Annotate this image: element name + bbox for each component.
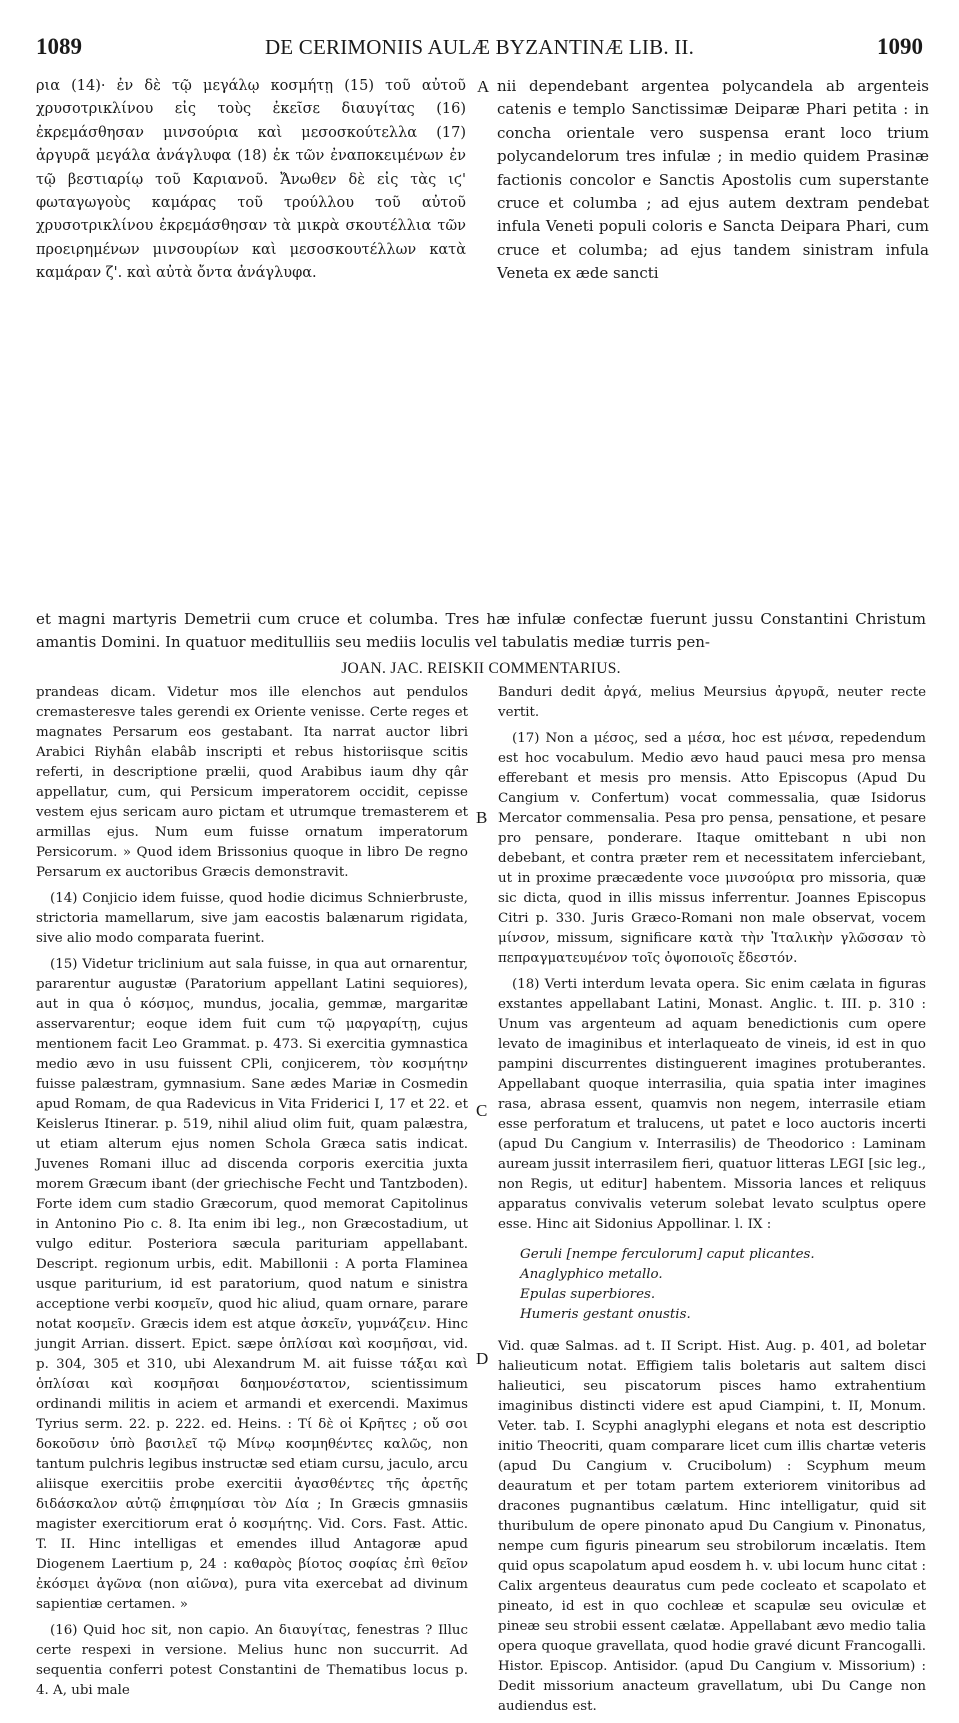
commentary-left-column: [36, 683, 468, 1707]
commentary-paragraph: prandeas dicam. Videtur mos ille elenchos aut pendulos cremasteresve tales gerendi ex Oriente venisse. Certe reges et magnates Persarum eos gestabant. Ita narrat auctor libri Arabici Riyhân elabâb inscripti et rebus historiisque scitis referti, in descriptione prælii, quod Arabibus iaum dhy qâr appellatur, cum, qui Persicum imperatorem occidit, cepisse vestem ejus sericam auro pictam et utrumque tremasterem et armillas ejus. Num eum fuisse ornatum imperatorum Persicorum. » Quod idem Brissonius quoque in libro De regno Persarum ex auctoribus Græcis demonstravit.: [36, 685, 468, 880]
verse-line: Humeris gestant onustis.: [520, 1307, 691, 1322]
page-header: [36, 34, 923, 62]
latin-translation-column: [497, 75, 929, 286]
page-number-left: 1089: [36, 34, 82, 59]
commentary-title: JOAN. JAC. REISKII COMMENTARIUS.: [341, 660, 621, 677]
commentary-paragraph: (17) Non a μέσος, sed a μέσα, hoc est μένσα, repedendum est hoc vocabulum. Medio ævo haud pauci mesa pro mensa efferebant et mesis pro mensis. Atto Episcopus (Apud Du Cangium v. Confertum) vocat commessalia, quæ Isidorus Mercator commensalia. Pesa pro pensa, pensatione, et pesare pro pensare, ponderare. Itaque omittebant n ubi non debebant, et contra præter rem et necessitatem inferciebant, ut in proxime præcædente voce μινσούρια pro missoria, quæ sic dicta, quod in illis missus inferrentur. Joannes Episcopus Citri p. 330. Juris Græco-Romani non male observat, vocem μίνσον, missum, significare κατὰ τὴν Ἰταλικὴν γλῶσσαν τὸ πεπραγματευμένον τοῖς ὀψοποιοῖς ἔδεστόν.: [498, 731, 926, 966]
margin-marker-a: A: [477, 77, 490, 96]
commentary-columns: [36, 683, 926, 1714]
running-title: DE CERIMONIIS AULÆ BYZANTINÆ LIB. II.: [264, 35, 695, 59]
margin-marker-d: D: [476, 1349, 489, 1368]
greek-text-column: [36, 75, 466, 286]
commentary-paragraph: Banduri dedit ἀργά, melius Meursius ἀργυρᾶ, neuter recte vertit.: [498, 685, 926, 720]
commentary-paragraph: (18) Verti interdum levata opera. Sic enim cælata in figuras exstantes appellabant Latini, Monast. Anglic. t. III. p. 310 : Unum vas argenteum ad aquam benedictionis cum opere levato de imaginibus et interlaqueato de vineis, id est in quo pampini discurrentes distinguerent imagines protuberantes. Appellabant quoque interrasilia, quia spatia inter imagines rasa, abrasa essent, quamvis non negem, interrasile etiam esse perforatum et tralucens, ut patet e loco auctoris incerti (apud Du Cangium v. Interrasilis) de Theodorico : Laminam auream jussit interrasilem fieri, quatuor litteras LEGI [sic leg., non Regis, ut editur] habentem. Missoria lances et reliquus apparatus convivalis veterum solebat levato sculptus opere esse. Hinc ait Sidonius Appollinar. l. IX :: [498, 977, 926, 1232]
margin-marker-c: C: [476, 1101, 488, 1120]
commentary-paragraph: (16) Quid hoc sit, non capio. An διαυγίτας, fenestras ? Illuc certe respexi in versione. Melius hunc non succurrit. Ad sequentia conferri potest Constantini de Thematibus locus p. 4. A, ubi male: [36, 1623, 468, 1698]
verse-line: Anaglyphico metallo.: [520, 1267, 663, 1282]
commentary-paragraph: (15) Videtur triclinium aut sala fuisse, in qua aut ornarentur, pararentur augustæ (Paratorium appellant Latini sequiores), aut in qua ὁ κόσμος, mundus, jocalia, gemmæ, margaritæ asservarentur; eoque idem fuit cum τῷ μαργαρίτῃ, cujus mentionem facit Leo Grammat. p. 473. Si exercitia gymnastica medio ævo in usu fuissent CPli, conjicerem, τὸν κοσμήτην fuisse palæstram, gymnasium. Sane ædes Mariæ in Cosmedin apud Romam, de qua Radevicus in Vita Friderici I, 17 et 22. et Keislerus Itinerar. p. 519, nihil aliud olim fuit, quam palæstra, ut etiam alterum ejus nomen Schola Græca satis indicat. Juvenes Romani illuc ad discenda corporis exercitia juxta morem Græcum ibant (der griechische Fecht und Tantzboden). Forte idem cum stadio Græcorum, quod memorat Capitolinus in Antonino Pio c. 8. Ita enim ibi leg., non Græcostadium, ut vulgo editur. Posteriora sæcula parituriam appellabant. Descript. regionum urbis, edit. Mabillonii : A porta Flaminea usque pariturium, id est paratorium, quod natum e sinistra acceptione verbi κοσμεῖν, quod hic aliud, quam ornare, parare notat κοσμεῖν. Græcis idem est atque ἀσκεῖν, γυμνάζειν. Hinc jungit Arrian. dissert. Epict. sæpe ὁπλίσαι καὶ κοσμῆσαι, vid. p. 304, 305 et 310, ubi Alexandrum M. ait fuisse τάξαι καὶ ὁπλίσαι καὶ κοσμῆσαι δαημονέστατον, scientissimum ordinandi militis in aciem et armandi et exercendi. Maximus Tyrius serm. 22. p. 222. ed. Heins. : Τί δὲ οἱ Κρῆτες ; οὔ σοι δοκοῦσιν ὑπὸ βασιλεῖ τῷ Μίνῳ κοσμηθέντες καλῶς, non tantum pulchris legibus instructæ sed etiam cursu, jaculo, arcu aliisque exercitiis probe exercitii ἀγασθέντες τῆς ἀρετῆς διδάσκαλον αὐτῷ ἐπιφημίσαι τὸν Δία ; In Græcis gmnasiis magister exercitiorum erat ὁ κοσμήτης. Vid. Cors. Fast. Attic. T. II. Hinc intelligas et emendes illud Antagoræ apud Diogenem Laertium p, 24 : καθαρὸς βίοτος σοφίας ἐπὶ θεῖον ἐκόσμει ἀγῶνα (non αἰῶνα), pura vita exercebat ad divinum sapientiæ certamen. »: [36, 957, 468, 1612]
commentary-right-column: [498, 683, 926, 1723]
text-columns: [36, 75, 929, 350]
page-number-right: 1090: [877, 34, 923, 59]
verse-quotation: [520, 1245, 926, 1325]
commentary-paragraph: Vid. quæ Salmas. ad t. II Script. Hist. Aug. p. 401, ad boletar halieuticum notat. Effigiem talis boletaris aut saltem disci halieutici, seu piscatorum pisces hamo extrahentium imaginibus distincti videre est apud Ciampini, t. II, Monum. Veter. tab. I. Scyphi anaglyphi elegans et nota est descriptio initio Theocriti, quam comparare licet cum illis chartæ veteris (apud Du Cangium v. Crucibolum) : Scyphum meum deauratum et per totam partem exteriorem vinitoribus ad dracones pugnantibus cælatum. Hinc intelligatur, quid sit thuribulum de opere pinonato apud Du Cangium v. Pinonatus, nempe cum figuris pinearum seu strobilorum incælatis. Item quid opus scapolatum apud eosdem h. v. ubi locum hunc citat : Calix argenteus deauratus cum pede cocleato et scapolato et pineato, id est in quo cochleæ et scapulæ seu oviculæ et pineæ seu strobii essent cælatæ. Appellabant ævo medio talia opera quoque gravellata, quod hodie gravé dicunt Francogalli. Histor. Episcop. Antisidor. (apud Du Cangium v. Missorium) : Dedit missorium anacteum gravellatum, ubi Du Cange non audiendus est.: [498, 1339, 926, 1714]
latin-translation: nii dependebant argentea polycandela ab argenteis catenis e templo Sanctissimæ Deiparæ Phari petita : in concha orientale vero suspensa erant loco trium polycandelorum tres infulæ ; in medio quidem Prasinæ factionis concolor e Sanctis Apostolis cum superstante cruce et columba ; ad ejus autem dextram pendebat infula Veneti populi coloris e Sancta Deipara Phari, cum cruce et columba; ad ejus tandem sinistram infula Veneta ex æde sancti: [497, 77, 929, 283]
latin-full-width-text: et magni martyris Demetrii cum cruce et columba. Tres hæ infulæ confectæ fuerunt jussu Constantini Christum amantis Domini. In quatuor meditulliis seu mediis loculis vel tabulatis mediæ turris pen-: [36, 610, 926, 651]
commentary-paragraph: (14) Conjicio idem fuisse, quod hodie dicimus Schnierbruste, strictoria mamellarum, sive jam eacostis balænarum rigidata, sive alio modo comparata fuerint.: [36, 891, 468, 946]
margin-marker-b: B: [476, 808, 488, 827]
greek-text: ρια (14)· ἐν δὲ τῷ μεγάλῳ κοσμήτῃ (15) τοῦ αὐτοῦ χρυσοτρικλίνου εἰς τοὺς ἐκεῖσε διαυγίτας (16) ἐκρεμάσθησαν μινσούρια καὶ μεσοσκούτελλα (17) ἀργυρᾶ μεγάλα ἀνάγλυφα (18) ἐκ τῶν ἐναποκειμένων ἐν τῷ βεστιαρίῳ τοῦ Καριανοῦ. Ἄνωθεν δὲ εἰς τὰς ιϛ' φωταγωγοὺς καμάρας τοῦ τρούλλου τοῦ αὐτοῦ χρυσοτρικλίνου ἐκρεμάσθησαν τὰ μικρὰ σκουτέλλια τῶν προειρημένων μινσουρίων καὶ μεσοσκουτέλλων κατὰ καμάραν ζ'. καὶ αὐτὰ ὄντα ἀνάγλυφα.: [36, 78, 466, 282]
verse-line: Geruli [nempe ferculorum] caput plicantes.: [520, 1247, 815, 1262]
verse-line: Epulas superbiores.: [520, 1287, 656, 1302]
